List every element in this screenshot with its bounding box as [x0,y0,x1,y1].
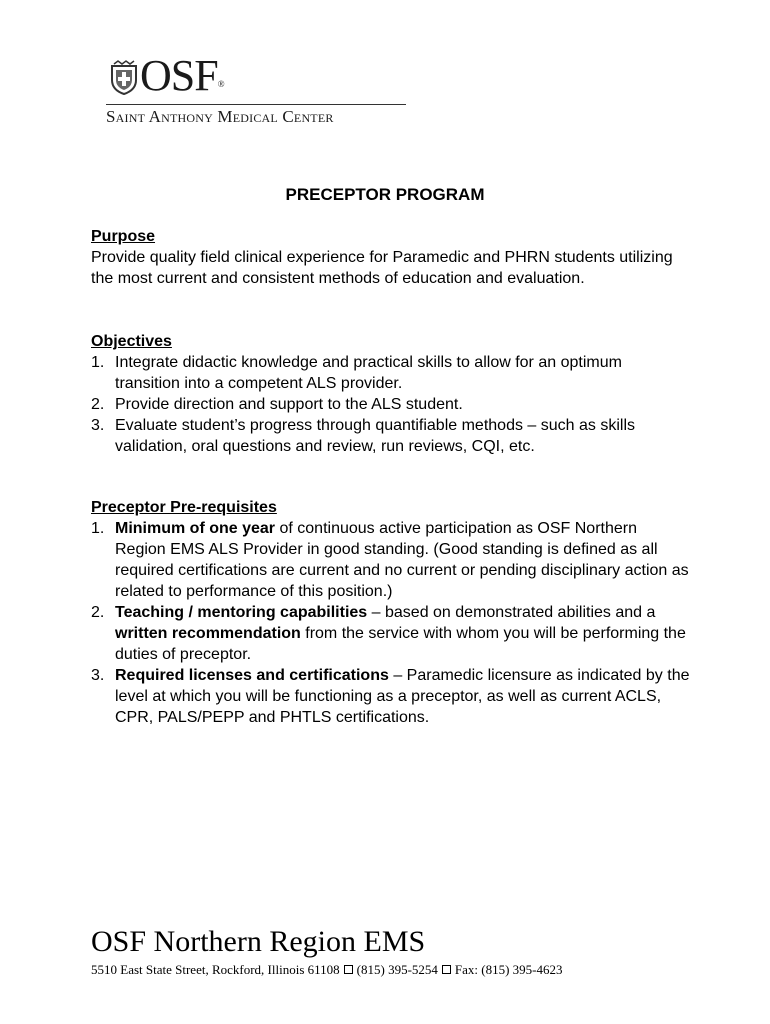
purpose-heading: Purpose [91,228,156,245]
list-item: 1. Minimum of one year of continuous active participation as OSF Northern Region EMS ALS Provider in good standing. (Good standing is defined as all required certifications are current and no current or pending disciplinary action as related to performance of this position.) [91,520,689,600]
purpose-text: Provide quality field clinical experience for Paramedic and PHRN students utilizing the most current and consistent methods of education and evaluation. [91,249,673,287]
objectives-list [91,352,691,457]
prerequisites-list [91,518,691,728]
footer-contact [91,961,563,979]
footer-address: 5510 East State Street, Rockford, Illinois 61108 [91,962,340,977]
list-item: 2. Provide direction and support to the ALS student. [91,396,463,413]
purpose-section [91,226,691,289]
page-title: PRECEPTOR PROGRAM [285,185,485,204]
square-bullet-icon [344,965,353,974]
prerequisites-heading: Preceptor Pre-requisites [91,499,277,516]
hospital-crest-icon [106,60,142,96]
footer-org-name: OSF Northern Region EMS [91,925,426,958]
brand-subtitle: Saint Anthony Medical Center [106,107,334,126]
logo-divider [106,104,406,105]
list-item: 3. Required licenses and certifications – Paramedic licensure as indicated by the level at which you will be functioning as a preceptor, as well as current ACLS, CPR, PALS/PEPP and PHTLS certifications. [91,667,690,726]
footer-phone: (815) 395-5254 [356,962,438,977]
square-bullet-icon [442,965,451,974]
footer-fax: Fax: (815) 395-4623 [454,962,563,977]
list-item: 1. Integrate didactic knowledge and practical skills to allow for an optimum transition into a competent ALS provider. [91,354,622,392]
prerequisites-section [91,497,691,728]
letterhead-logo [106,51,410,130]
objectives-section [91,331,691,457]
list-item: 3. Evaluate student’s progress through quantifiable methods – such as skills validation, oral questions and review, run reviews, CQI, etc. [91,417,636,455]
brand-osf: OSF® [140,51,224,100]
list-item: 2. Teaching / mentoring capabilities – based on demonstrated abilities and a written recommendation from the service with whom you will be performing the duties of preceptor. [91,604,686,663]
objectives-heading: Objectives [91,333,172,350]
